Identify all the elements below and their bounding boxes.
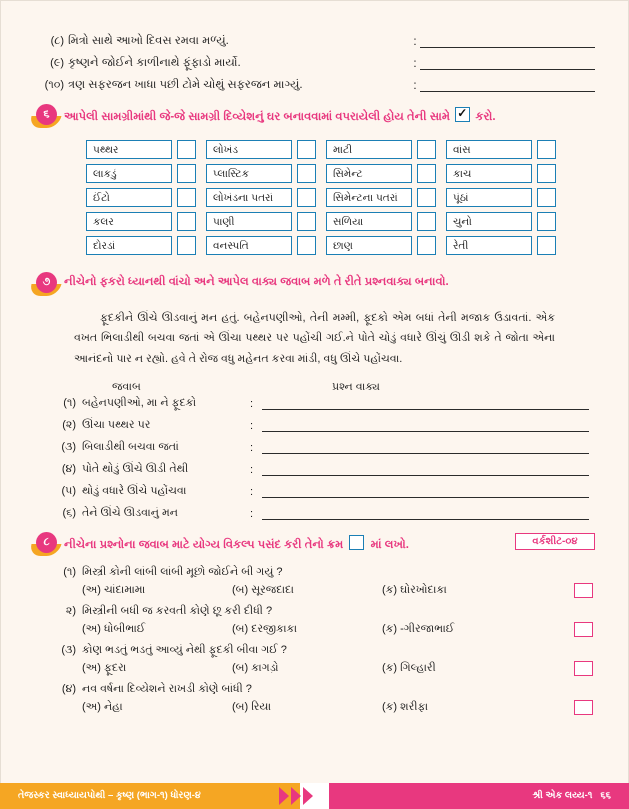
material-label: લોખંડ [206,140,292,159]
mcq-answer-box[interactable] [574,661,593,676]
question-input-rule[interactable] [262,486,589,498]
mcq-number: (૩) [61,644,76,657]
mcq-question-text: મિસ્ત્રી કોની લાંબી લાંબી મૂછો જોઈને બી ગયું ? [82,566,283,579]
answer-text: ઊંચા પથ્થર પર [82,419,151,432]
answer-number: (૫) [61,485,76,498]
answer-row [34,507,595,520]
question-text: કૃષ્ણને જોઈને કાળીનાથે ફૂંફાડો માર્યો. [68,57,241,69]
material-label: છાણ [326,236,412,255]
page-number: ૬૬ [600,790,611,801]
material-checkbox[interactable] [537,212,556,231]
mcq-option[interactable]: (બ) દરજીકાકા [232,623,298,636]
material-label: લોખંડના પતરાં [206,188,292,207]
mcq-question [34,644,595,657]
chevron-right-icon [267,787,277,805]
chevron-right-icon [279,787,289,805]
mcq-question-text: મિસ્ત્રીની બધી જ કરવતી કોણે છૂ કરી દીધી ? [82,605,273,618]
colon: : [250,464,254,477]
answer-row [34,419,595,432]
mcq-options [34,583,595,598]
material-item [86,140,196,159]
page-footer [0,779,629,809]
colon: : [250,508,254,521]
section-7-header [34,272,595,298]
materials-grid [86,140,595,260]
material-checkbox[interactable] [177,140,196,159]
mcq-option[interactable]: (ક) ગિલ્હારી [382,662,436,675]
material-item [206,140,316,159]
chevron-right-icon [255,787,265,805]
question-number: (૧૦) [44,79,64,91]
badge-number: ૮ [36,532,57,553]
section-8-header [34,532,595,558]
chevron-decoration [255,786,375,806]
section-6-title-suffix: કરો. [475,111,496,123]
answer-row [34,485,595,498]
badge-number: ૬ [36,104,57,125]
material-label: પૂંઠાં [446,188,532,207]
mcq-number: (૪) [61,683,76,696]
passage-text: ફૂદકીને ઊંચે ઊડવાનું મન હતું. બહેનપણીઓ, તેની મમ્મી, ફૂદકો એમ બધાં તેની મજાક ઉડાવતાં. એક વખત ભિલાડીથી બચવા જતાં એ ઊંચા પથ્થર પર પહોંચી ગઈ.ને પોતે ચોડું વધારે ઊંચું ઊડી શકે તે જોતા એના આનંદનો પાર ન રહ્યો. હવે તે રોજ વધુ મહેનત કરવા માંડી, વધુ ઊંચે પહોંચવા. [74,312,555,365]
materials-column [446,140,556,260]
mcq-answer-box[interactable] [574,583,593,598]
section-6-title-text: આપેલી સામગ્રીમાંથી જે-જે સામગ્રી દિવ્યેશનું ઘર બનાવવામાં વપરાયેલી હોય તેની સામે [64,111,450,123]
materials-column [86,140,196,260]
section-8-title-text: નીચેના પ્રશ્નોના જવાબ માટે યોગ્ય વિકલ્પ પસંદ કરી તેનો ક્રમ [64,539,344,552]
colon: : [413,58,417,70]
material-label: ચુનો [446,212,532,231]
colon: : [250,442,254,455]
question-line [34,79,595,92]
mcq-item [34,566,595,598]
section-7-badge [34,272,64,298]
material-item [326,140,436,159]
mcq-question-text: નવ વર્ષના દિવ્યેશને રાખડી કોણે બાંધી ? [82,683,252,696]
colon: : [250,420,254,433]
material-label: દોરડાં [86,236,172,255]
answer-rule[interactable] [420,80,595,92]
section-7-title: નીચેનો ફકરો ધ્યાનથી વાંચો અને આપેલ વાક્ય જવાબ મળે તે રીતે પ્રશ્નવાક્ય બનાવો. [64,276,449,288]
material-item [446,188,556,207]
mcq-options [34,700,595,715]
colon: : [250,398,254,411]
material-checkbox[interactable] [297,236,316,255]
answer-number: (૩) [61,441,76,454]
material-label: લાકડું [86,164,172,183]
mcq-question [34,605,595,618]
material-checkbox[interactable] [177,164,196,183]
mcq-item [34,683,595,715]
material-item [446,236,556,255]
answer-number: (૬) [62,507,76,520]
material-checkbox[interactable] [417,236,436,255]
answer-number: (૪) [61,463,76,476]
answer-rule[interactable] [420,36,595,48]
answer-text: બિલાડીથી બચવા જતાં [82,441,179,454]
carryover-questions [34,35,595,92]
mcq-number: ૨) [65,605,76,618]
answer-rows [34,397,595,520]
material-label: પાણી [206,212,292,231]
material-checkbox[interactable] [537,140,556,159]
material-item [206,164,316,183]
answer-box-icon[interactable] [349,535,364,550]
mcq-list [34,566,595,715]
material-item [206,212,316,231]
mcq-option[interactable]: (બ) સૂરજદાદા [232,584,294,597]
mcq-option[interactable]: (અ) ફૂદરા [82,662,127,675]
material-item [86,236,196,255]
answer-text: થોડું વધારે ઊંચે પહોંચવા [82,485,187,498]
question-input-rule[interactable] [262,398,589,410]
material-checkbox[interactable] [537,164,556,183]
question-input-rule[interactable] [262,464,589,476]
mcq-answer-box[interactable] [574,622,593,637]
material-label: પથ્થર [86,140,172,159]
material-label: પ્લાસ્ટિક [206,164,292,183]
mcq-option[interactable]: (ક) ઘોરખોદાકા [382,584,447,597]
answer-question-headers [34,381,595,394]
chevron-right-icon [291,787,301,805]
answer-text: બહેનપણીઓ, મા ને ફૂદકો [82,397,197,410]
mcq-question-text: કોણ ભડતું ભડતું આવ્યું નેથી ફૂદકી બીવા ગઈ ? [82,644,287,657]
material-label: માટી [326,140,412,159]
question-input-rule[interactable] [262,420,589,432]
section-8-badge [34,532,64,558]
material-checkbox[interactable] [417,164,436,183]
answer-column-header: જવાબ [112,381,141,394]
question-line [34,35,595,48]
mcq-option[interactable]: (ક) -ગીરજાભાઈ [382,623,455,636]
material-label: સિમેન્ટના પતરાં [326,188,412,207]
mcq-option[interactable]: (બ) રિયા [232,701,272,714]
material-label: સળિયા [326,212,412,231]
colon: : [413,36,417,48]
materials-column [206,140,316,260]
question-number: (૮) [50,35,64,47]
answer-row [34,397,595,410]
material-label: કલર [86,212,172,231]
material-checkbox[interactable] [297,212,316,231]
question-number: (૯) [50,57,64,69]
mcq-option[interactable]: (અ) ચાંદામામા [82,584,146,597]
material-checkbox[interactable] [177,212,196,231]
mcq-answer-box[interactable] [574,700,593,715]
section-6-badge [34,104,64,130]
material-checkbox[interactable] [177,236,196,255]
section-8-title-suffix: માં લખો. [370,539,409,552]
material-checkbox[interactable] [537,188,556,207]
mcq-number: (૧) [63,566,76,579]
mcq-item [34,605,595,637]
material-item [86,212,196,231]
material-checkbox[interactable] [297,188,316,207]
material-label: કાચ [446,164,532,183]
material-label: વનસ્પતિ [206,236,292,255]
materials-column [326,140,436,260]
checkmark-icon [455,107,470,122]
material-item [326,212,436,231]
footer-series-text: શ્રી એક લય્ય-૧ [532,790,593,801]
mcq-question [34,566,595,579]
mcq-option[interactable]: (બ) કાગડ઼ો [232,662,279,675]
mcq-option[interactable]: (અ) ધોબીભાઈ [82,623,146,636]
question-line [34,57,595,70]
badge-number: ૭ [36,272,57,293]
mcq-question [34,683,595,696]
material-label: ઈંટો [86,188,172,207]
material-checkbox[interactable] [417,188,436,207]
material-checkbox[interactable] [177,188,196,207]
answer-number: (૨) [62,419,76,432]
question-input-rule[interactable] [262,442,589,454]
question-text: ત્રણ સફરજન ખાધા પછી ટોમે ચોથું સફરજન માગ્યું. [68,79,303,91]
material-label: વાંસ [446,140,532,159]
footer-book-title: તેજસ્કર સ્વાધ્યાયપોથી – કૃષ્ણ (ભાગ-૧) ધોરણ-૪ [0,783,300,809]
mcq-option[interactable]: (ક) શરીફા [382,701,429,714]
colon: : [413,80,417,92]
material-checkbox[interactable] [297,164,316,183]
section-6-title [64,104,595,126]
material-item [326,188,436,207]
question-input-rule[interactable] [262,508,589,520]
question-text: મિત્રો સાથે આખો દિવસ રમવા મળ્યું. [68,35,229,47]
material-item [446,164,556,183]
material-item [206,188,316,207]
material-checkbox[interactable] [297,140,316,159]
answer-text: પોતે થોડું ઊંચે ઊડી તેથી [82,463,189,476]
material-item [446,212,556,231]
mcq-item [34,644,595,676]
colon: : [250,486,254,499]
material-item [86,164,196,183]
material-checkbox[interactable] [417,212,436,231]
material-item [86,188,196,207]
material-checkbox[interactable] [537,236,556,255]
material-checkbox[interactable] [417,140,436,159]
material-item [446,140,556,159]
answer-row [34,463,595,476]
answer-row [34,441,595,454]
material-item [326,236,436,255]
material-label: સિમેન્ટ [326,164,412,183]
mcq-options [34,622,595,637]
question-column-header: પ્રશ્ન વાક્ય [332,381,380,394]
reading-passage [74,308,555,369]
answer-text: તેને ઊંચે ઊડવાનું મન [82,507,178,520]
material-item [326,164,436,183]
section-6-header [34,104,595,130]
material-item [206,236,316,255]
worksheet-badge: વર્કશીટ-૦૪ [515,533,595,550]
mcq-options [34,661,595,676]
mcq-option[interactable]: (અ) નેહા [82,701,123,714]
chevron-right-icon [303,787,313,805]
material-label: રેતી [446,236,532,255]
answer-rule[interactable] [420,58,595,70]
answer-number: (૧) [63,397,76,410]
